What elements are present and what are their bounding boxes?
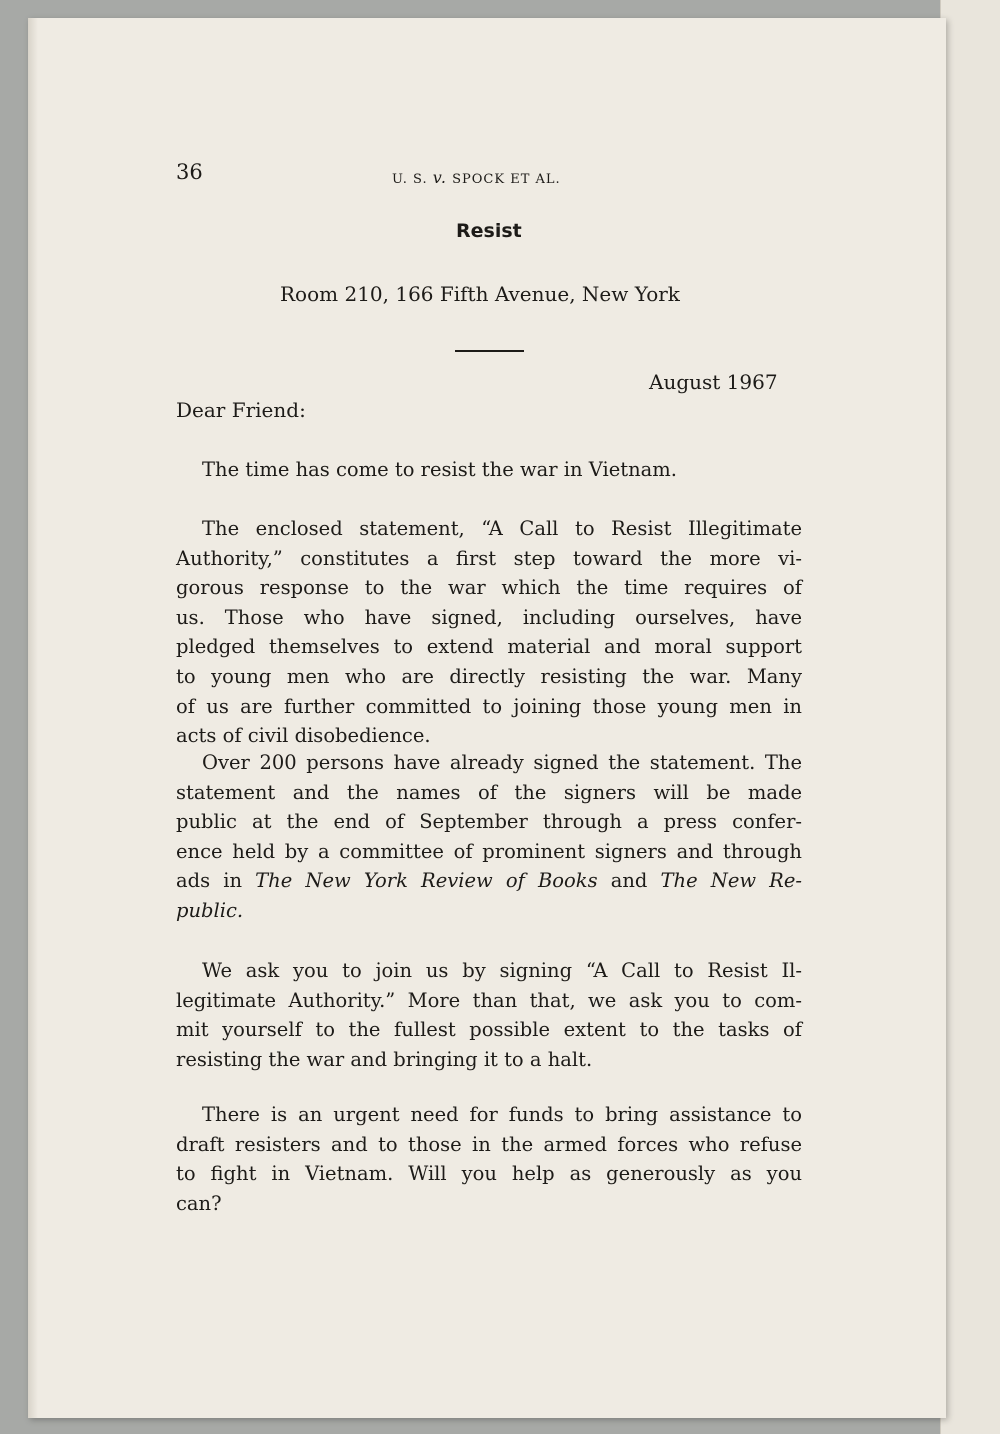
paragraph-line: us. Those who have signed, including ourselves, have [176,605,802,629]
paragraph-4 [176,956,802,1074]
salutation: Dear Friend: [176,398,306,422]
paragraph-line: The time has come to resist the war in Vietnam. [202,458,677,481]
paragraph-5 [176,1100,802,1218]
publication-title: The New Re- [660,869,802,893]
running-head [392,168,561,187]
paragraph-3 [176,748,802,926]
line-text: ads in [176,869,256,893]
paragraph-line: There is an urgent need for funds to bring assistance to [202,1103,802,1126]
page-number: 36 [176,160,203,184]
paragraph-line: gorous response to the war which the time requires of [176,576,802,600]
letter-heading: Resist [456,220,522,242]
paragraph-line: statement and the names of the signers will be made [176,780,802,804]
paragraph-line: to fight in Vietnam. Will you help as generously as you [176,1162,802,1186]
publication-title: public. [176,898,244,922]
running-head-before: U. S. [392,172,433,187]
paragraph-line [176,896,802,926]
paragraph-line: of us are further committed to joining those young men in [176,694,802,718]
paragraph-1 [176,455,802,485]
next-page-edge [940,0,1000,1434]
page-gutter [28,18,38,1418]
running-head-italic: v. [432,168,447,187]
running-head-after: SPOCK ET AL. [446,172,561,187]
letter-address: Room 210, 166 Fifth Avenue, New York [280,282,680,306]
paragraph-line: draft resisters and to those in the armed forces who refuse [176,1132,802,1156]
paragraph-line: pledged themselves to extend material and moral support [176,635,802,659]
letter-date: August 1967 [649,370,778,394]
paragraph-line: legitimate Authority.” More than that, we ask you to com- [176,988,802,1012]
paragraph-line: Over 200 persons have already signed the statement. The [202,751,802,774]
paragraph-line: We ask you to join us by signing “A Call to Resist Il- [202,959,802,982]
paragraph-line: The enclosed statement, “A Call to Resist Illegitimate [202,517,802,540]
paragraph-2 [176,514,802,751]
paragraph-line: resisting the war and bringing it to a halt. [176,1047,593,1071]
paragraph-line-with-titles [176,866,802,896]
line-text: and [597,869,661,893]
paragraph-line: mit yourself to the fullest possible extent to the tasks of [176,1018,802,1042]
publication-title: The New York Review of Books [255,869,598,893]
paragraph-line: acts of civil disobedience. [176,724,431,748]
paragraph-line: Authority,” constitutes a first step toward the more vi- [176,546,802,570]
divider-rule [455,350,524,352]
paragraph-line: ence held by a committee of prominent signers and through [176,839,802,863]
paragraph-line: to young men who are directly resisting the war. Many [176,664,802,688]
paragraph-line: public at the end of September through a press confer- [176,810,802,834]
paragraph-line: can? [176,1191,222,1215]
